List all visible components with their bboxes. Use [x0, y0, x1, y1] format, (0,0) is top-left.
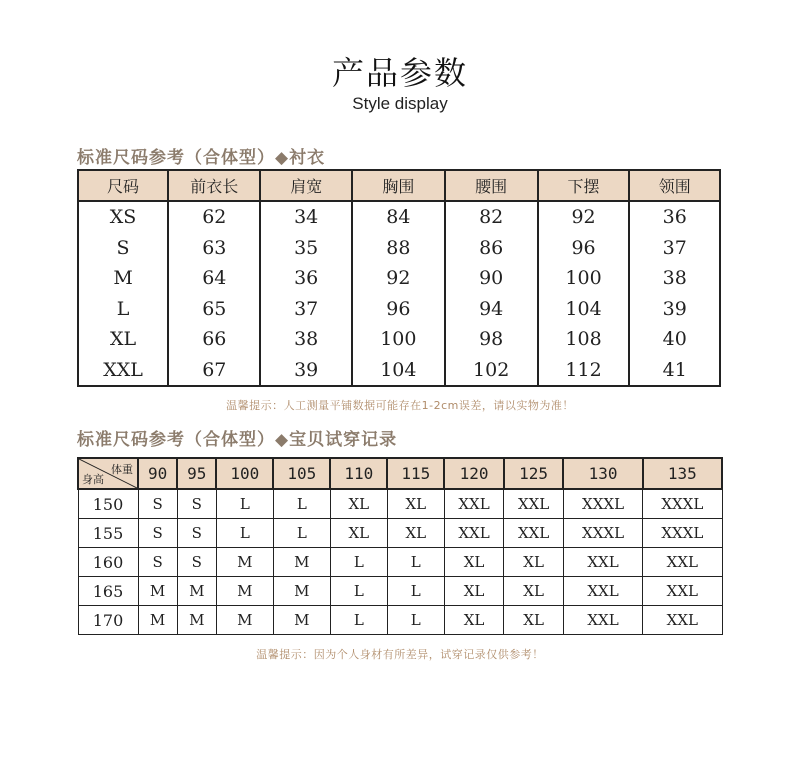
size-label-cell: XS: [78, 201, 168, 233]
fit-size-cell: M: [177, 606, 216, 635]
fit-table-row: [78, 577, 722, 606]
size-col-header: 尺码: [78, 170, 168, 201]
size-value-cell: 38: [260, 324, 351, 355]
height-cell: 170: [78, 606, 138, 635]
fit-size-cell: M: [138, 606, 177, 635]
size-value-cell: 86: [445, 233, 538, 264]
size-value-cell: 112: [538, 355, 630, 387]
size-value-cell: 38: [629, 263, 720, 294]
size-value-cell: 67: [168, 355, 260, 387]
fit-size-cell: L: [273, 489, 330, 519]
weight-col-header: 120: [444, 458, 504, 489]
height-cell: 160: [78, 548, 138, 577]
weight-col-header: 105: [273, 458, 330, 489]
page-title: 产品参数: [331, 54, 468, 92]
fit-size-cell: M: [216, 606, 273, 635]
fit-size-cell: M: [273, 577, 330, 606]
size-value-cell: 39: [629, 294, 720, 325]
size-chart-table: [77, 169, 721, 387]
size-table-header-row: [78, 170, 720, 201]
height-cell: 150: [78, 489, 138, 519]
size-value-cell: 94: [445, 294, 538, 325]
size-col-header: 腰围: [445, 170, 538, 201]
fit-size-cell: L: [387, 577, 444, 606]
fit-size-cell: XXL: [643, 606, 722, 635]
size-value-cell: 35: [260, 233, 351, 264]
corner-weight-label: 体重: [111, 463, 133, 476]
fit-size-cell: XL: [387, 489, 444, 519]
fit-size-cell: XL: [330, 519, 387, 548]
weight-col-header: 130: [563, 458, 642, 489]
size-label-cell: S: [78, 233, 168, 264]
fit-table-header-row: [78, 458, 722, 489]
size-col-header: 领围: [629, 170, 720, 201]
fit-table-row: [78, 519, 722, 548]
fit-size-cell: L: [387, 606, 444, 635]
size-table-row: [78, 294, 720, 325]
fit-size-cell: L: [216, 519, 273, 548]
size-table-row: [78, 201, 720, 233]
fit-size-cell: S: [177, 519, 216, 548]
fit-size-cell: XXL: [643, 548, 722, 577]
size-value-cell: 108: [538, 324, 630, 355]
fit-size-cell: XXL: [444, 519, 504, 548]
size-col-header: 肩宽: [260, 170, 351, 201]
fit-size-cell: L: [273, 519, 330, 548]
height-cell: 155: [78, 519, 138, 548]
fit-section-heading: 标准尺码参考（合体型）◆宝贝试穿记录: [77, 430, 398, 450]
size-col-header: 下摆: [538, 170, 630, 201]
size-table-row: [78, 263, 720, 294]
size-table-row: [78, 233, 720, 264]
size-value-cell: 104: [538, 294, 630, 325]
fit-table-row: [78, 548, 722, 577]
size-label-cell: XL: [78, 324, 168, 355]
fit-size-cell: L: [216, 489, 273, 519]
fit-size-cell: M: [273, 548, 330, 577]
size-label-cell: XXL: [78, 355, 168, 387]
weight-col-header: 115: [387, 458, 444, 489]
size-value-cell: 37: [260, 294, 351, 325]
size-value-cell: 100: [538, 263, 630, 294]
size-value-cell: 63: [168, 233, 260, 264]
size-value-cell: 96: [352, 294, 445, 325]
size-value-cell: 40: [629, 324, 720, 355]
fit-size-cell: XXXL: [563, 489, 642, 519]
fit-size-cell: L: [330, 577, 387, 606]
fit-size-cell: XXXL: [563, 519, 642, 548]
weight-col-header: 110: [330, 458, 387, 489]
fit-size-cell: L: [330, 606, 387, 635]
size-label-cell: L: [78, 294, 168, 325]
size-value-cell: 102: [445, 355, 538, 387]
fit-table-row: [78, 489, 722, 519]
size-col-header: 胸围: [352, 170, 445, 201]
fit-size-cell: XXL: [643, 577, 722, 606]
corner-height-label: 身高: [82, 473, 104, 486]
fit-size-cell: M: [177, 577, 216, 606]
fit-size-cell: XL: [444, 577, 504, 606]
fit-size-cell: XL: [504, 606, 564, 635]
size-value-cell: 92: [538, 201, 630, 233]
fit-size-cell: XL: [504, 548, 564, 577]
size-value-cell: 36: [629, 201, 720, 233]
size-value-cell: 88: [352, 233, 445, 264]
size-value-cell: 104: [352, 355, 445, 387]
size-value-cell: 41: [629, 355, 720, 387]
size-value-cell: 64: [168, 263, 260, 294]
size-value-cell: 90: [445, 263, 538, 294]
fit-size-cell: L: [387, 548, 444, 577]
fit-size-cell: M: [216, 548, 273, 577]
fit-table-note: 温馨提示：因为个人身材有所差异，试穿记录仅供参考！: [256, 648, 544, 661]
fit-size-cell: XXL: [563, 577, 642, 606]
weight-col-header: 100: [216, 458, 273, 489]
size-value-cell: 66: [168, 324, 260, 355]
size-value-cell: 100: [352, 324, 445, 355]
size-table-row: [78, 355, 720, 387]
size-table-note: 温馨提示：人工测量平铺数据可能存在1-2cm误差，请以实物为准！: [226, 399, 574, 412]
size-value-cell: 36: [260, 263, 351, 294]
fit-size-cell: S: [138, 489, 177, 519]
weight-col-header: 90: [138, 458, 177, 489]
size-col-header: 前衣长: [168, 170, 260, 201]
size-value-cell: 65: [168, 294, 260, 325]
size-value-cell: 37: [629, 233, 720, 264]
size-value-cell: 39: [260, 355, 351, 387]
size-value-cell: 84: [352, 201, 445, 233]
fit-size-cell: S: [177, 489, 216, 519]
size-value-cell: 62: [168, 201, 260, 233]
fit-size-cell: XL: [330, 489, 387, 519]
weight-col-header: 95: [177, 458, 216, 489]
fit-size-cell: XXXL: [643, 519, 722, 548]
fit-size-cell: XXXL: [643, 489, 722, 519]
fit-size-cell: XXL: [444, 489, 504, 519]
size-section-heading: 标准尺码参考（合体型）◆衬衣: [77, 148, 326, 168]
fit-size-cell: XL: [444, 548, 504, 577]
fit-size-cell: S: [138, 519, 177, 548]
size-value-cell: 96: [538, 233, 630, 264]
size-value-cell: 34: [260, 201, 351, 233]
size-value-cell: 92: [352, 263, 445, 294]
fit-size-cell: XXL: [563, 548, 642, 577]
fit-size-cell: M: [216, 577, 273, 606]
size-table-body: [78, 201, 720, 386]
fit-size-cell: L: [330, 548, 387, 577]
fit-size-cell: XXL: [504, 489, 564, 519]
weight-col-header: 125: [504, 458, 564, 489]
fit-size-cell: S: [138, 548, 177, 577]
fit-size-cell: XL: [444, 606, 504, 635]
corner-header-cell: [78, 458, 138, 489]
fit-table-body: [78, 489, 722, 635]
fit-record-table: [77, 457, 723, 635]
height-cell: 165: [78, 577, 138, 606]
fit-table-row: [78, 606, 722, 635]
fit-size-cell: XL: [387, 519, 444, 548]
fit-size-cell: S: [177, 548, 216, 577]
fit-size-cell: M: [273, 606, 330, 635]
weight-col-header: 135: [643, 458, 722, 489]
size-value-cell: 98: [445, 324, 538, 355]
size-value-cell: 82: [445, 201, 538, 233]
fit-size-cell: XXL: [504, 519, 564, 548]
fit-size-cell: XXL: [563, 606, 642, 635]
size-label-cell: M: [78, 263, 168, 294]
size-table-row: [78, 324, 720, 355]
page-subtitle: Style display: [352, 94, 448, 113]
fit-size-cell: XL: [504, 577, 564, 606]
fit-size-cell: M: [138, 577, 177, 606]
